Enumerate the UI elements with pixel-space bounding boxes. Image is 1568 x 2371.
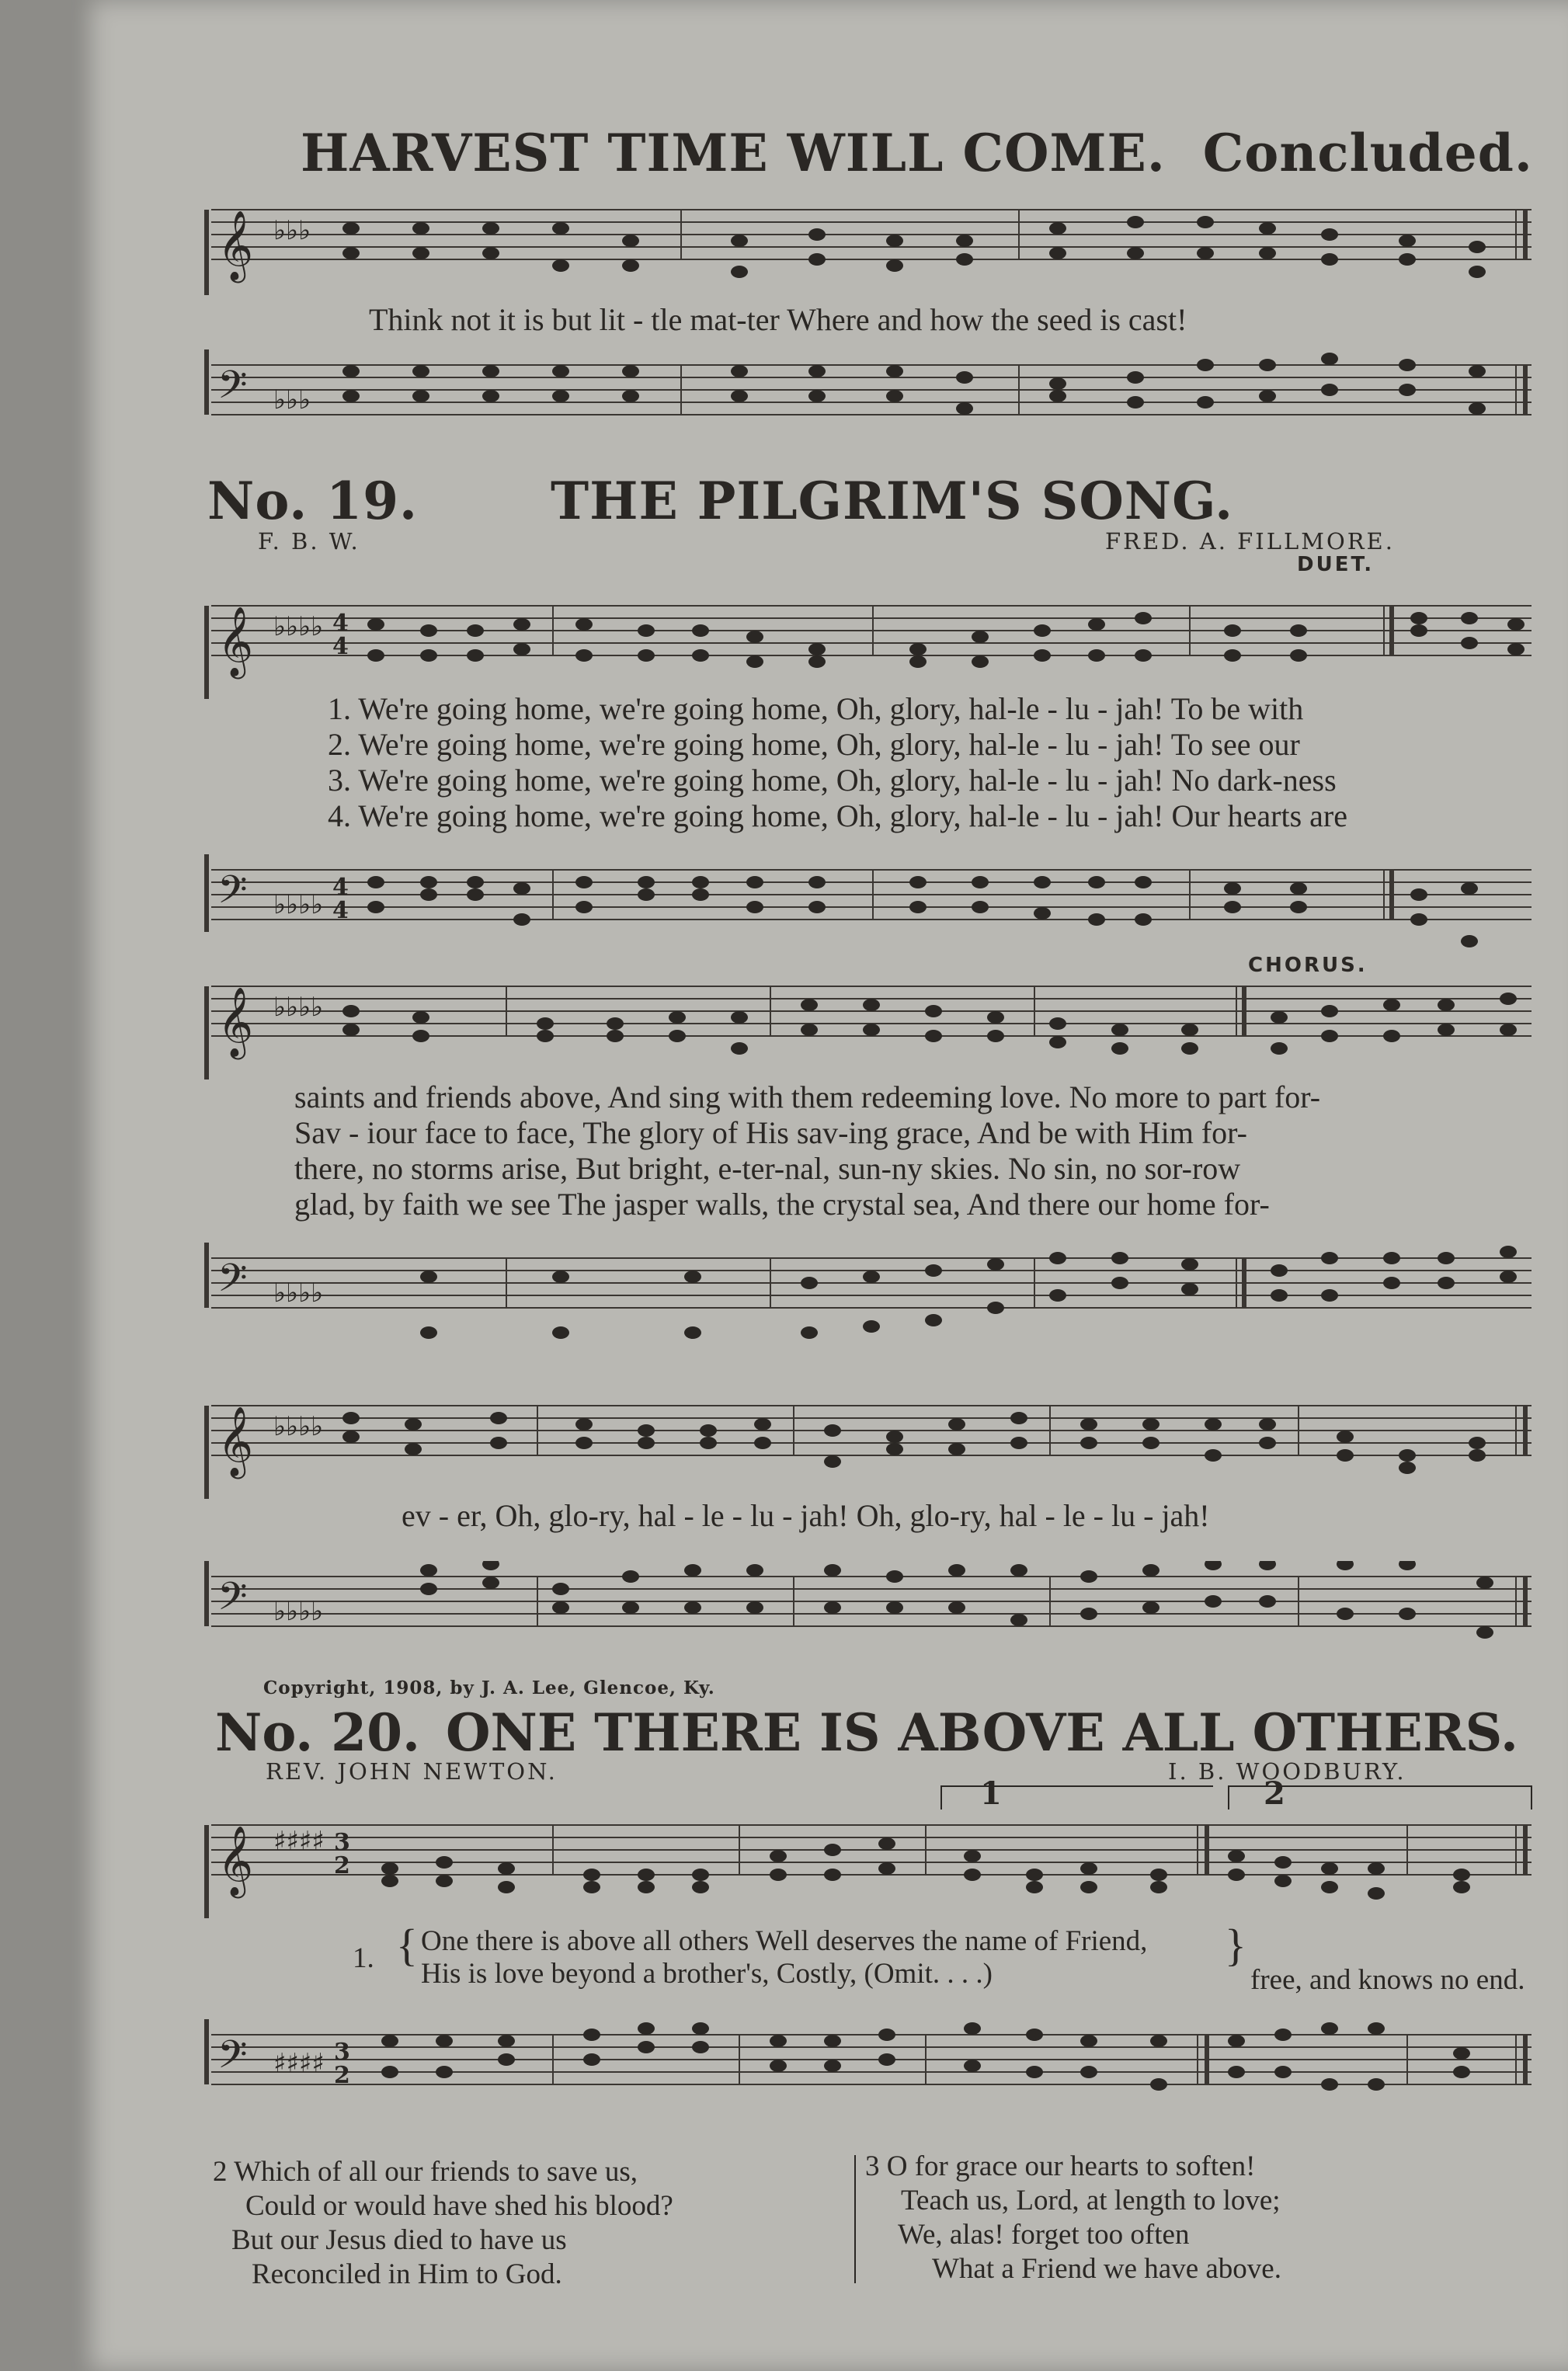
treble-clef-icon: 𝄞 [217,210,254,280]
duet-label: DUET. [1297,553,1375,576]
hymn19-number: No. 19. [207,471,418,531]
verse-4-line2: glad, by faith we see The jasper walls, the crystal sea, And there our home for- [294,1187,1270,1222]
hymn19-title: THE PILGRIM'S SONG. [551,471,1234,531]
hymn20-treble-staff [196,1810,1547,1918]
svg-text:♯♯♯♯: ♯♯♯♯ [273,1826,325,1857]
ending-2-label: 2 [1264,1775,1285,1812]
svg-text:4: 4 [332,633,349,660]
svg-text:♭♭♭♭: ♭♭♭♭ [273,611,324,642]
hymn19-treble-staff-2 [196,971,1547,1079]
svg-text:♭♭♭: ♭♭♭ [273,215,311,246]
hymn19-bass-staff-2 [196,1243,1547,1351]
svg-text:𝄢: 𝄢 [217,1256,248,1310]
svg-text:𝄢: 𝄢 [217,1574,248,1629]
verse-4-line1: 4. We're going home, we're going home, Oh, glory, hal-le - lu - jah! Our hearts are [328,798,1348,833]
hymn20-line-a: One there is above all others Well deserves the name of Friend, [421,1925,1148,1957]
stanza-divider [854,2155,856,2283]
hymn18-suffix: Concluded. [1202,123,1533,183]
svg-text:♭♭♭♭: ♭♭♭♭ [273,1411,324,1442]
svg-text:♭♭♭♭: ♭♭♭♭ [273,992,324,1023]
verse-2-line1: 2. We're going home, we're going home, Oh, glory, hal-le - lu - jah! To see our [328,727,1300,762]
verse-3-line1: 3. We're going home, we're going home, Oh, glory, hal-le - lu - jah! No dark-ness [328,763,1337,798]
hymn18-title: HARVEST TIME WILL COME. Concluded. [301,123,1533,183]
svg-text:𝄞: 𝄞 [217,1826,254,1896]
hymn19-verses-line2 [294,1079,1320,1222]
stanza3-line4: What a Friend we have above. [932,2253,1281,2285]
hymnal-page [71,0,1568,2371]
stanza3-line2: Teach us, Lord, at length to love; [901,2185,1281,2216]
hymn19-chorus-lyrics: ev - er, Oh, glo-ry, hal - le - lu - jah! Oh, glo-ry, hal - le - lu - jah! [402,1498,1210,1533]
verse-1-line1: 1. We're going home, we're going home, Oh, glory, hal-le - lu - jah! To be with [328,691,1304,726]
hymn19-composer: FRED. A. FILLMORE. [1105,528,1395,555]
ending-1-label: 1 [980,1775,1002,1812]
svg-text:𝄢: 𝄢 [217,867,248,922]
chorus-label: CHORUS. [1248,954,1368,977]
hymn20-line-b: His is love beyond a brother's, Costly, (Omit. . . .) [421,1958,993,1990]
hymn19-bass-staff-3 [196,1561,1547,1670]
svg-text:♭♭♭♭: ♭♭♭♭ [273,889,324,920]
hymn20-title: ONE THERE IS ABOVE ALL OTHERS. [446,1702,1518,1763]
hymn19-treble-staff-1 [196,590,1547,699]
hymn18-lyrics: Think not it is but lit - tle mat-ter Where and how the seed is cast! [369,302,1187,337]
svg-text:2: 2 [334,1852,350,1879]
svg-text:♭♭♭♭: ♭♭♭♭ [273,1596,324,1627]
hymn19-bass-staff-1 [196,854,1547,963]
verse-2-line2: Sav - iour face to face, The glory of His sav-ing grace, And be with Him for- [294,1115,1247,1150]
stanza2-line4: Reconciled in Him to God. [252,2258,562,2290]
stanza3-line1: 3 O for grace our hearts to soften! [865,2150,1256,2182]
hymn20-composer: I. B. WOODBURY. [1168,1758,1406,1785]
hymn18-bass-staff [196,349,1547,450]
stanza2-line2: Could or would have shed his blood? [245,2190,673,2222]
right-brace: } [1225,1920,1246,1970]
svg-text:2: 2 [334,2062,350,2089]
copyright-notice: Copyright, 1908, by J. A. Lee, Glencoe, Ky. [263,1677,715,1698]
hymn20-line-end: free, and knows no end. [1250,1964,1525,1996]
hymn20-number: No. 20. [215,1702,420,1763]
left-brace: { [396,1920,418,1970]
svg-text:3: 3 [334,2039,350,2066]
stanza2-line1: 2 Which of all our friends to save us, [213,2156,638,2188]
stanza3-line3: We, alas! forget too often [898,2219,1190,2251]
hymn20-author: REV. JOHN NEWTON. [266,1758,558,1785]
svg-text:𝄞: 𝄞 [217,607,254,676]
hymn20-stanza-3 [865,2150,1281,2286]
hymn19-verses-line1 [328,691,1347,834]
hymn20-verse-number: 1. [353,1942,374,1974]
svg-text:♭♭♭: ♭♭♭ [273,384,311,415]
bass-clef-icon: 𝄢 [217,363,248,417]
hymn19-author: F. B. W. [258,528,360,555]
svg-text:4: 4 [332,610,349,637]
hymn19-treble-staff-3 [196,1390,1547,1499]
verse-3-line2: there, no storms arise, But bright, e-ter-nal, sun-ny skies. No sin, no sor-row [294,1151,1241,1186]
svg-text:3: 3 [334,1829,350,1856]
svg-text:𝄞: 𝄞 [217,1406,254,1476]
hymn20-stanza-2 [213,2155,673,2292]
hymn18-treble-staff [196,194,1547,295]
svg-text:𝄢: 𝄢 [217,2032,248,2087]
verse-1-line2: saints and friends above, And sing with them redeeming love. No more to part for- [294,1079,1321,1114]
svg-text:4: 4 [332,874,349,901]
svg-text:4: 4 [332,897,349,924]
svg-text:♯♯♯♯: ♯♯♯♯ [273,2048,325,2079]
stanza2-line3: But our Jesus died to have us [231,2224,567,2256]
hymn20-bass-staff [196,2019,1547,2128]
svg-text:𝄞: 𝄞 [217,987,254,1057]
svg-text:♭♭♭♭: ♭♭♭♭ [273,1278,324,1309]
